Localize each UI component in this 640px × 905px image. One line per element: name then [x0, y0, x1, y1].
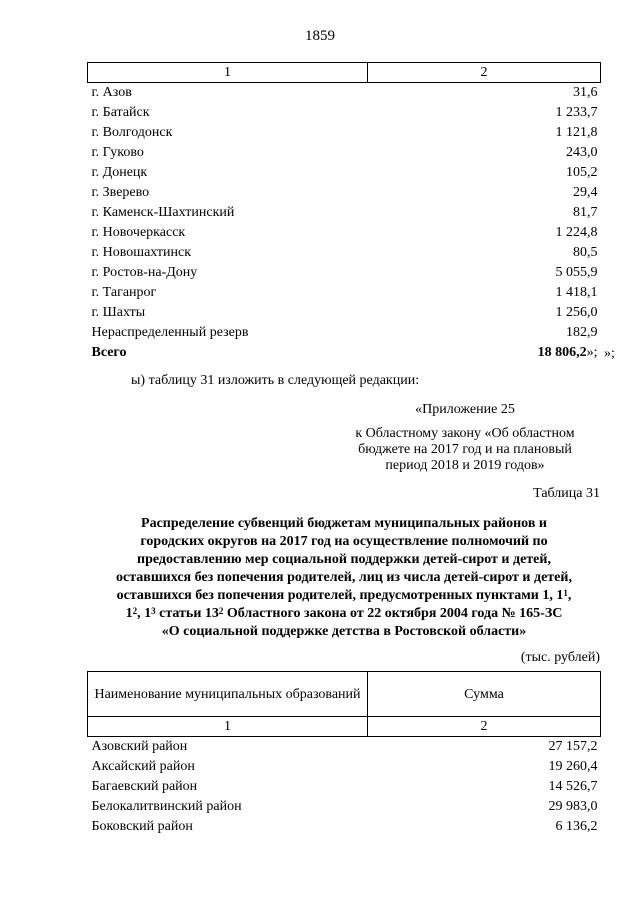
- title-line: [87, 587, 601, 605]
- row-name: г. Донецк: [91, 165, 148, 180]
- title-line: Распределение субвенций бюджетам муниципальных районов и: [141, 516, 547, 531]
- row-name: г. Шахты: [91, 305, 146, 320]
- page-number: 1859: [305, 28, 335, 44]
- table-subventions: [87, 671, 601, 837]
- row-value: 6 136,2: [555, 819, 598, 834]
- row-value: 29,4: [573, 185, 598, 200]
- title-line-text: оставшихся без попечения родителей, предусмотренных пунктами 1, 1: [116, 588, 564, 603]
- row-value: 19 260,4: [548, 759, 598, 774]
- appendix-line: к Областному закону «Об областном: [355, 426, 575, 441]
- row-name: г. Гуково: [91, 145, 144, 160]
- closing-quote-mark: »;: [604, 346, 615, 361]
- table-row: [88, 303, 601, 323]
- table-row: [88, 143, 601, 163]
- table-row: [88, 103, 601, 123]
- table-row: [88, 223, 601, 243]
- table-header-row: [88, 672, 601, 717]
- table-row: [88, 817, 601, 837]
- row-name: г. Ростов-на-Дону: [91, 265, 198, 280]
- title-line-text: ,: [567, 588, 572, 603]
- row-name: г. Новочеркасск: [91, 225, 186, 240]
- title-line: предоставлению мер социальной поддержки детей-сирот и детей,: [137, 552, 551, 567]
- table-row: [88, 757, 601, 777]
- row-value: 27 157,2: [548, 739, 598, 754]
- row-value: 31,6: [573, 85, 598, 100]
- table-row: [88, 777, 601, 797]
- table-number: Таблица 31: [533, 486, 600, 501]
- superscript: 2: [218, 606, 224, 616]
- column-number-2: 2: [368, 63, 601, 83]
- table-row: [88, 797, 601, 817]
- row-name: Аксайский район: [91, 759, 195, 774]
- table-districts-top: [87, 62, 601, 363]
- units-label: (тыс. рублей): [520, 650, 600, 665]
- column-header-municipality: Наименование муниципальных образований: [88, 672, 368, 717]
- row-value: 29 983,0: [548, 799, 598, 814]
- row-value: 81,7: [573, 205, 598, 220]
- title-line-text: статьи 13: [155, 606, 219, 621]
- row-value: 1 233,7: [555, 105, 598, 120]
- appendix-title: «Приложение 25: [415, 402, 515, 417]
- row-name: Боковский район: [91, 819, 193, 834]
- row-name: г. Каменск-Шахтинский: [91, 205, 235, 220]
- title-line-text: 1: [125, 606, 133, 621]
- row-name: г. Волгодонск: [91, 125, 173, 140]
- superscript: 1: [563, 588, 568, 598]
- title-line-text: Областного закона от 22 октября 2004 года № 165-ЗС: [223, 606, 563, 621]
- table-row: [88, 163, 601, 183]
- table-header-numbers-row: [88, 717, 601, 737]
- row-value: 14 526,7: [548, 779, 598, 794]
- row-name: г. Таганрог: [91, 285, 157, 300]
- table-row: [88, 203, 601, 223]
- column-number-1: 1: [88, 63, 368, 83]
- title-line: «О социальной поддержке детства в Ростовской области»: [161, 624, 527, 639]
- row-name: г. Зверево: [91, 185, 150, 200]
- table-row: [88, 83, 601, 104]
- superscript: 3: [151, 606, 156, 616]
- title-line: [87, 605, 601, 623]
- table-row: [88, 183, 601, 203]
- amendment-instruction: ы) таблицу 31 изложить в следующей редакции:: [131, 373, 420, 388]
- title-line: оставшихся без попечения родителей, лиц из числа детей-сирот и детей,: [116, 570, 572, 585]
- title-line: городских округов на 2017 год на осуществление полномочий по: [140, 534, 548, 549]
- total-label: Всего: [91, 345, 127, 360]
- appendix-line: период 2018 и 2019 годов»: [385, 458, 545, 473]
- row-name: Белокалитвинский район: [91, 799, 242, 814]
- row-value: 105,2: [566, 165, 598, 180]
- row-value: 5 055,9: [555, 265, 598, 280]
- column-number-1: 1: [88, 717, 368, 737]
- row-value: 80,5: [573, 245, 598, 260]
- table-row: [88, 737, 601, 758]
- total-value: 18 806,2: [537, 345, 587, 360]
- row-name: Азовский район: [91, 739, 188, 754]
- table-header-row: [88, 63, 601, 83]
- total-cell: [368, 343, 601, 363]
- table-row: [88, 283, 601, 303]
- row-name: г. Новошахтинск: [91, 245, 192, 260]
- column-header-sum: Сумма: [368, 672, 601, 717]
- row-name: Нераспределенный резерв: [91, 325, 249, 340]
- row-name: г. Азов: [91, 85, 132, 100]
- row-name: г. Батайск: [91, 105, 150, 120]
- row-value: 1 121,8: [555, 125, 598, 140]
- row-value: 1 224,8: [555, 225, 598, 240]
- row-value: 1 418,1: [555, 285, 598, 300]
- table-row: [88, 123, 601, 143]
- title-line-text: , 1: [137, 606, 152, 621]
- row-value: 182,9: [566, 325, 598, 340]
- document-title: [87, 515, 601, 641]
- appendix-line: бюджете на 2017 год и на плановый: [358, 442, 572, 457]
- table-row: [88, 263, 601, 283]
- table-row: [88, 243, 601, 263]
- row-value: 243,0: [566, 145, 598, 160]
- superscript: 2: [132, 606, 138, 616]
- total-row: [88, 343, 601, 363]
- total-tail: »;: [586, 345, 598, 360]
- column-number-2: 2: [368, 717, 601, 737]
- row-name: Багаевский район: [91, 779, 198, 794]
- row-value: 1 256,0: [555, 305, 598, 320]
- table-row: [88, 323, 601, 343]
